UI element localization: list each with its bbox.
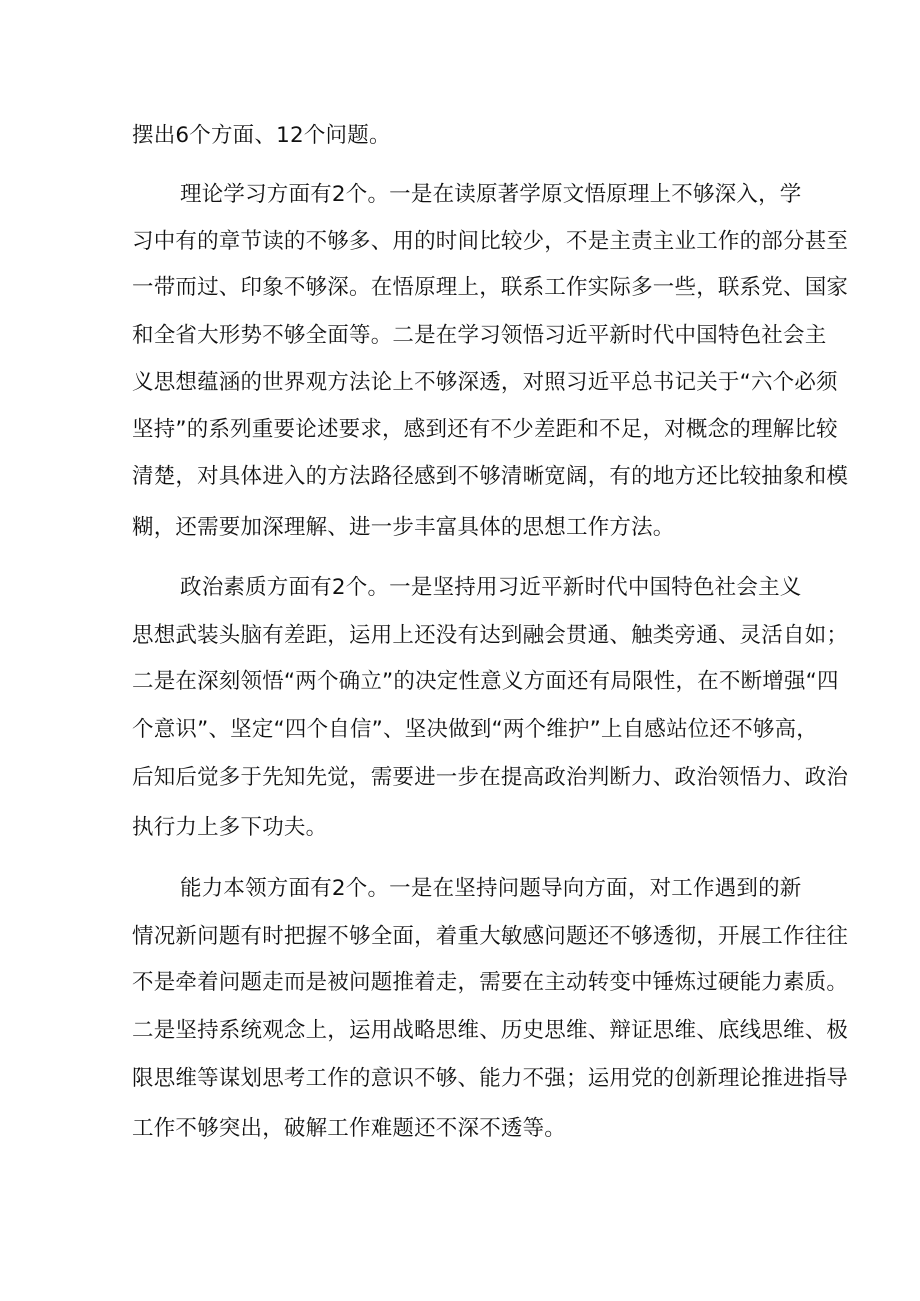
text-line: 义思想蕴涵的世界观方法论上不够深透，对照习近平总书记关于“六个必须 [132, 370, 838, 395]
text-line: 后知后觉多于先知先觉，需要进一步在提高政治判断力、政治领悟力、政治 [132, 765, 849, 790]
text-line: 清楚，对具体进入的方法路径感到不够清晰宽阔，有的地方还比较抽象和模 [132, 464, 849, 489]
text-line: 限思维等谋划思考工作的意识不够、能力不强；运用党的创新理论推进指导 [132, 1066, 849, 1091]
text-line: 习中有的章节读的不够多、用的时间比较少，不是主责主业工作的部分甚至 [132, 229, 849, 254]
text-line: 思想武装头脑有差距，运用上还没有达到融会贯通、触类旁通、灵活自如； [132, 623, 849, 648]
text-line: 和全省大形势不够全面等。二是在学习领悟习近平新时代中国特色社会主 [132, 323, 827, 348]
text-line: 坚持”的系列重要论述要求，感到还有不少差距和不足，对概念的理解比较 [132, 417, 838, 442]
text-line: 情况新问题有时把握不够全面，着重大敏感问题还不够透彻，开展工作往往 [132, 924, 849, 949]
text-line: 二是坚持系统观念上，运用战略思维、历史思维、辩证思维、底线思维、极 [132, 1018, 849, 1043]
paragraph-heading-line: 理论学习方面有2个。一是在读原著学原文悟原理上不够深入，学 [180, 182, 802, 207]
text-line: 个意识”、坚定“四个自信”、坚决做到“两个维护”上自感站位还不够高， [132, 717, 818, 742]
text-line: 工作不够突出，破解工作难题还不深不透等。 [132, 1116, 567, 1141]
text-line: 二是在深刻领悟“两个确立”的决定性意义方面还有局限性，在不断增强“四 [132, 669, 839, 694]
text-line: 执行力上多下功夫。 [132, 815, 328, 840]
paragraph-heading-line: 政治素质方面有2个。一是坚持用习近平新时代中国特色社会主义 [180, 575, 802, 600]
text-line: 摆出6个方面、12个问题。 [132, 123, 391, 148]
text-line: 一带而过、印象不够深。在悟原理上，联系工作实际多一些，联系党、国家 [132, 275, 849, 300]
paragraph-heading-line: 能力本领方面有2个。一是在坚持问题导向方面，对工作遇到的新 [180, 876, 802, 901]
text-line: 不是牵着问题走而是被问题推着走，需要在主动转变中锤炼过硬能力素质。 [132, 970, 849, 995]
text-line: 糊，还需要加深理解、进一步丰富具体的思想工作方法。 [132, 515, 675, 540]
